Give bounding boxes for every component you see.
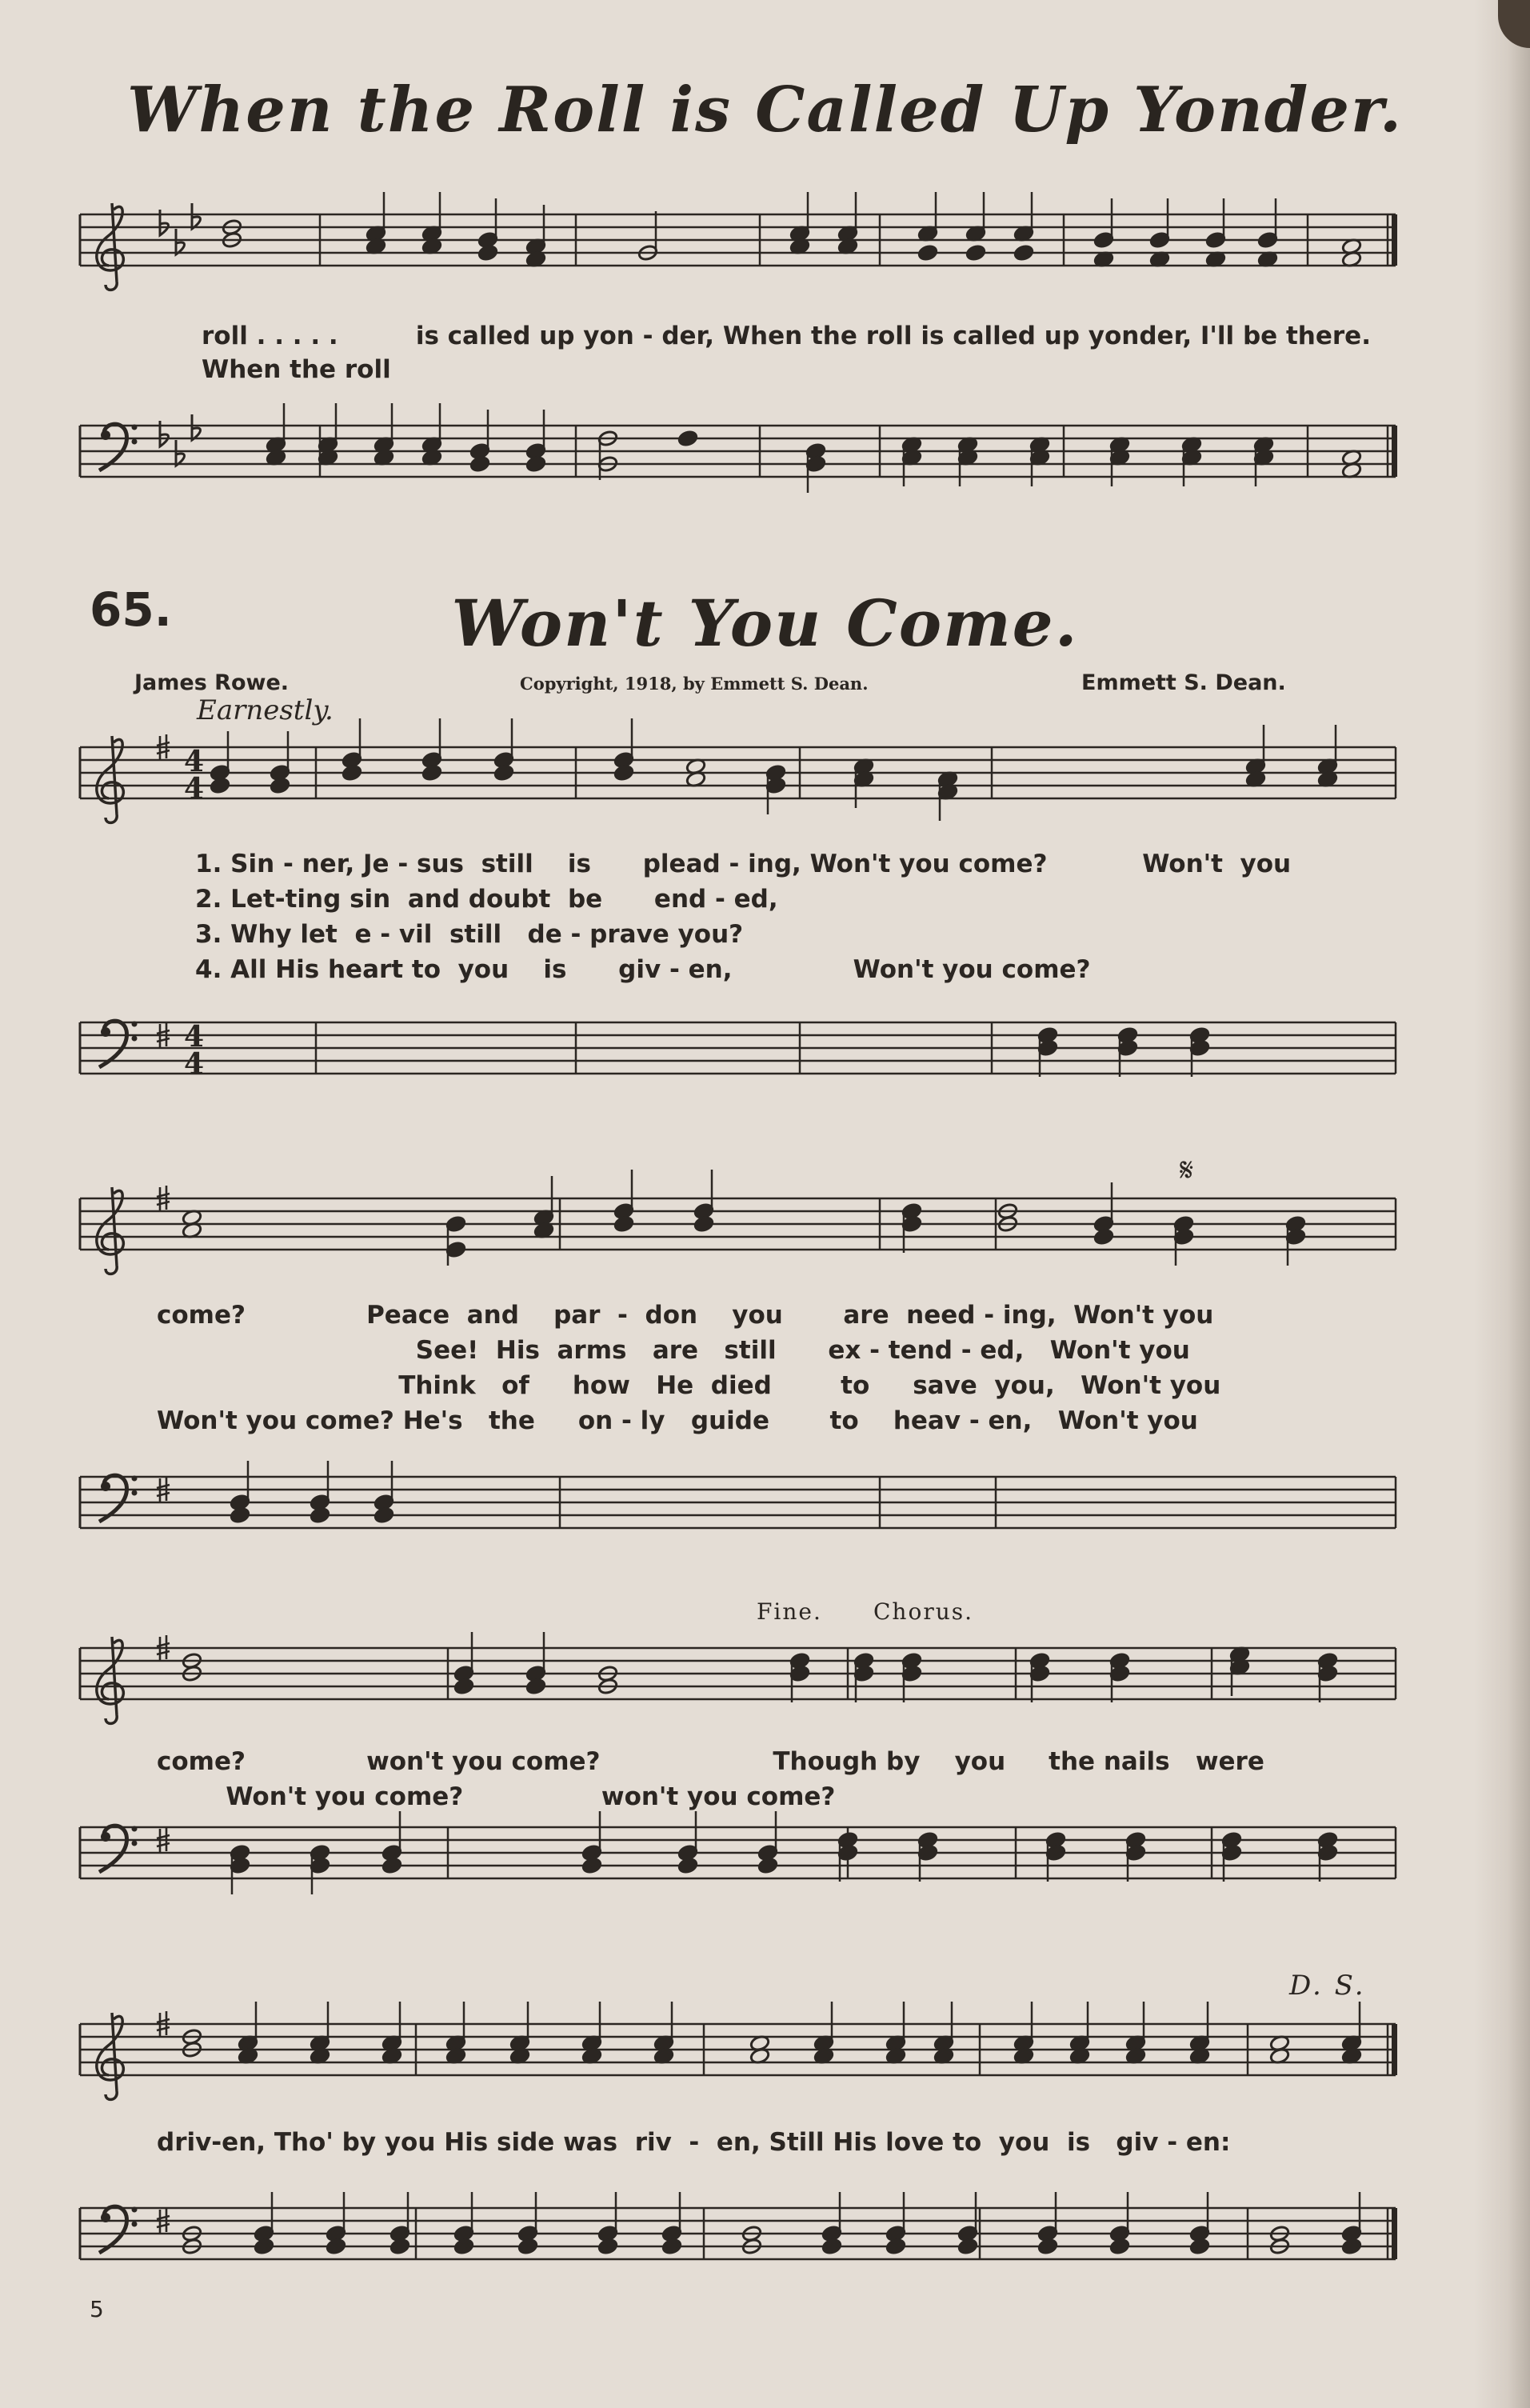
chord-note (493, 764, 514, 782)
chord-note (310, 1461, 330, 1511)
flat-sign-icon (192, 203, 201, 229)
chord-note (613, 718, 634, 769)
chord-note (525, 1678, 546, 1695)
chord-note (1013, 244, 1034, 262)
chord-note (1341, 2238, 1362, 2255)
chord-note (230, 1461, 250, 1511)
treble-clef-icon (97, 736, 123, 822)
chord-note (581, 2002, 602, 2052)
chord-note (789, 192, 810, 242)
final-barline (1392, 214, 1397, 266)
chord-note (421, 192, 442, 242)
final-barline (1392, 426, 1397, 477)
page-number: 5 (90, 2296, 104, 2322)
chord-note (757, 1857, 778, 1874)
treble-clef-icon (97, 1187, 123, 1274)
top-lyric-line-2: When the roll (202, 355, 391, 384)
chord-note (613, 1215, 634, 1233)
chord-note (477, 198, 498, 249)
chord-note (1189, 2192, 1210, 2242)
chord-note (1149, 198, 1170, 249)
chord-note (254, 2238, 274, 2255)
ds-marking: D. S. (1289, 1970, 1366, 2002)
chord-note (1317, 725, 1338, 775)
hymn-title: Won't You Come. (451, 586, 1079, 661)
system3-line-1: come? won't you come? Though by you the nails were (157, 1747, 1264, 1776)
chord-note (493, 718, 514, 769)
chord-note (517, 2238, 538, 2255)
chord-note (757, 1811, 778, 1862)
system2-verse-3: Think of how He died to save you, Won't you (157, 1371, 1221, 1400)
chord-note (1093, 1182, 1114, 1233)
chord-note (469, 455, 490, 473)
lyricist-credit: James Rowe. (134, 670, 290, 695)
chord-note (266, 403, 286, 454)
tempo-marking: Earnestly. (197, 694, 334, 726)
chord-note (445, 1215, 466, 1266)
chord-note (533, 1176, 554, 1226)
chord-note (525, 205, 546, 255)
chord-note (821, 2192, 842, 2242)
chord-note (677, 1811, 698, 1862)
segno-sign: 𝄋 (1180, 1152, 1196, 1189)
chord-note (210, 731, 230, 782)
chord-note (1093, 1228, 1114, 1246)
chord-note (469, 410, 490, 460)
chord-note (453, 2192, 474, 2242)
chord-note (366, 192, 386, 242)
chord-note (885, 2192, 906, 2242)
chord-note (1205, 198, 1226, 249)
chord-note (1069, 2002, 1090, 2052)
chord-note (661, 2238, 682, 2255)
system2-verse-4: Won't you come? He's the on - ly guide to heav - en, Won't you (157, 1406, 1198, 1435)
time-signature-top: 4 (184, 1020, 205, 1054)
chord-note (917, 192, 938, 242)
chord-note (885, 2238, 906, 2255)
chord-note (310, 1506, 330, 1524)
chord-note (813, 2002, 834, 2052)
copyright-notice: Copyright, 1918, by Emmett S. Dean. (520, 674, 869, 694)
time-signature-bottom: 4 (184, 772, 205, 806)
chord-note (581, 1811, 602, 1862)
chord-note (1189, 2238, 1210, 2255)
staff (80, 214, 1397, 266)
staff (80, 1827, 1396, 1878)
chord-note (326, 2192, 346, 2242)
chord-note (374, 1506, 394, 1524)
chord-note (238, 2002, 258, 2052)
chord-note (421, 764, 442, 782)
system1-verse-3: 3. Why let e - vil still de - prave you? (195, 920, 744, 949)
chord-note (453, 1678, 474, 1695)
chord-note (382, 1811, 402, 1862)
chord-note (1109, 2192, 1130, 2242)
chord-note (1109, 2238, 1130, 2255)
chord-note (1341, 2002, 1362, 2052)
treble-clef-icon (97, 2013, 123, 2099)
chord-note (1013, 2002, 1034, 2052)
chord-note (1341, 2192, 1362, 2242)
system2-verse-2: See! His arms are still ex - tend - ed, Won't you (157, 1336, 1190, 1365)
system1-verse-1: 1. Sin - ner, Je - sus still is plead - ing, Won't you come? Won't you (195, 850, 1292, 878)
chord-note (1093, 198, 1114, 249)
chord-note (1013, 192, 1034, 242)
chord-note (270, 731, 290, 782)
staff (80, 1648, 1396, 1699)
system2-verse-1: come? Peace and par - don you are need - ing, Won't you (157, 1301, 1214, 1330)
chord-note (525, 455, 546, 473)
time-signature-bottom: 4 (184, 1047, 205, 1081)
chord-note (342, 718, 362, 769)
chord-note (477, 244, 498, 262)
chord-note (230, 1506, 250, 1524)
chord-note (613, 1170, 634, 1220)
staff (80, 1477, 1396, 1528)
top-lyric-line-1: roll . . . . . is called up yon - der, When the roll is called up yonder, I'll be there. (202, 322, 1371, 350)
chord-note (326, 2238, 346, 2255)
chord-note (677, 1857, 698, 1874)
treble-clef-icon (97, 1637, 123, 1723)
chord-note (374, 403, 394, 454)
chord-note (821, 2238, 842, 2255)
system1-verse-2: 2. Let-ting sin and doubt be end - ed, (195, 885, 778, 914)
time-signature-top: 4 (184, 745, 205, 778)
chord-note (254, 2192, 274, 2242)
chord-note (965, 244, 986, 262)
chord-note (917, 244, 938, 262)
chord-note (210, 777, 230, 794)
chord-note (957, 2238, 978, 2255)
chord-note (525, 1632, 546, 1682)
chord-note (581, 1857, 602, 1874)
chord-note (445, 2002, 466, 2052)
final-barline (1392, 2024, 1397, 2075)
chord-note (885, 2002, 906, 2052)
staff (80, 1198, 1396, 1250)
composer-credit: Emmett S. Dean. (1081, 670, 1286, 695)
chord-note (613, 764, 634, 782)
flat-sign-icon (176, 229, 185, 254)
treble-clef-icon (97, 203, 123, 290)
chord-note (1245, 725, 1266, 775)
flat-sign-icon (192, 414, 201, 440)
top-hymn-title: When the Roll is Called Up Yonder. (126, 74, 1404, 146)
chord-note (509, 2002, 530, 2052)
chord-note (597, 2238, 618, 2255)
chord-note (637, 211, 658, 262)
flat-sign-icon (176, 440, 185, 466)
chord-note (693, 1170, 714, 1220)
chord-note (661, 2192, 682, 2242)
final-barline (1392, 2208, 1397, 2259)
chord-note (837, 192, 858, 242)
chord-note (653, 2002, 674, 2052)
chord-note (597, 2192, 618, 2242)
chord-note (389, 2238, 410, 2255)
chord-note (342, 764, 362, 782)
fine-marking: Fine. (757, 1598, 822, 1625)
chord-note (957, 2192, 978, 2242)
chord-note (270, 777, 290, 794)
chord-note (525, 410, 546, 460)
system3-line-2: Won't you come? won't you come? (157, 1782, 836, 1811)
chord-note (310, 2002, 330, 2052)
chord-note (1189, 2002, 1210, 2052)
chord-note (1125, 2002, 1146, 2052)
chord-note (517, 2192, 538, 2242)
chorus-marking: Chorus. (873, 1598, 974, 1625)
chord-note (1037, 2238, 1058, 2255)
chord-note (382, 2002, 402, 2052)
chord-note (389, 2192, 410, 2242)
system1-verse-4: 4. All His heart to you is giv - en, Won't you come? (195, 955, 1091, 984)
chord-note (597, 430, 618, 480)
chord-note (677, 430, 698, 447)
chord-note (421, 403, 442, 454)
system4-line-1: driv-en, Tho' by you His side was riv - en, Still His love to you is giv - en: (157, 2128, 1231, 2157)
chord-note (453, 2238, 474, 2255)
chord-note (933, 2002, 954, 2052)
chord-note (965, 192, 986, 242)
chord-note (421, 718, 442, 769)
chord-note (382, 1857, 402, 1874)
hymn-number: 65. (90, 582, 172, 637)
chord-note (1037, 2192, 1058, 2242)
chord-note (453, 1632, 474, 1682)
chord-note (374, 1461, 394, 1511)
chord-note (1257, 198, 1278, 249)
chord-note (693, 1215, 714, 1233)
